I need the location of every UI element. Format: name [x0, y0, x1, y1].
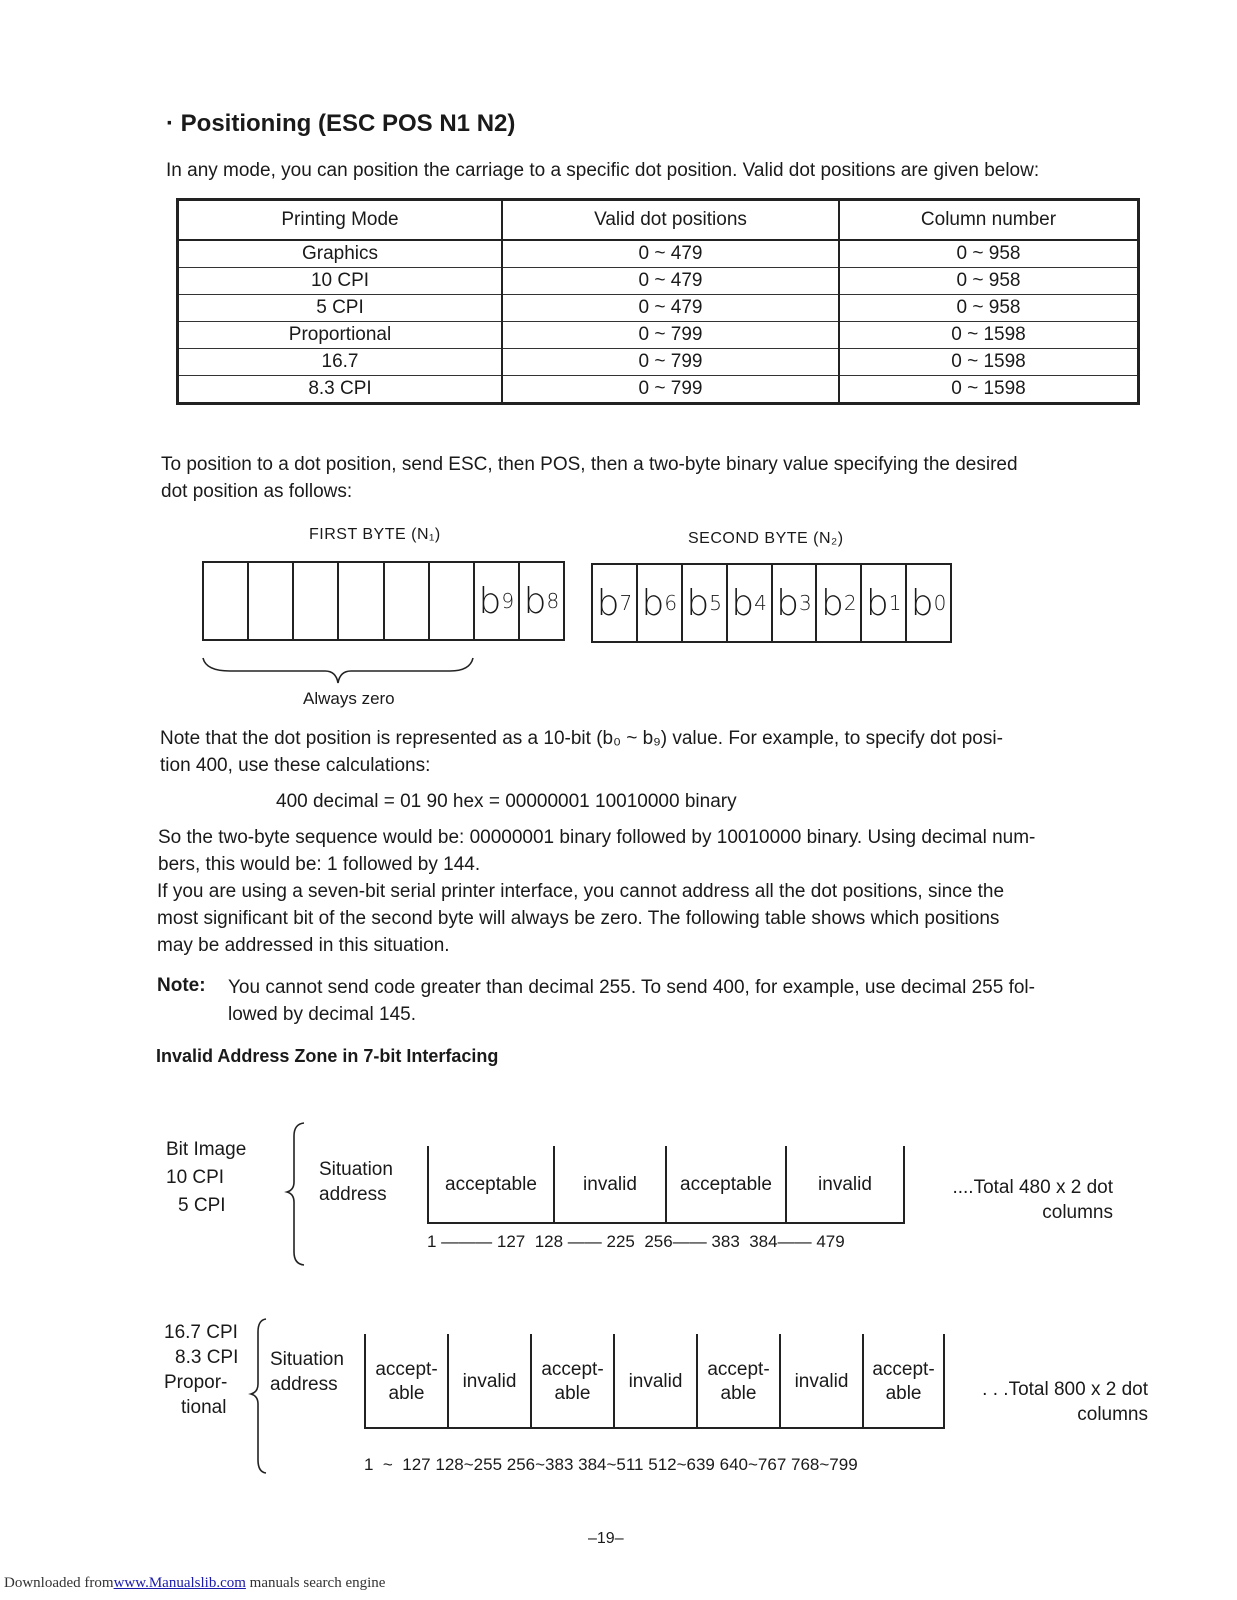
second-byte-label: SECOND BYTE (N₂) [688, 530, 844, 547]
zone1-mode: 10 CPI [166, 1167, 225, 1188]
zone2-total-line2: columns [1077, 1404, 1148, 1425]
zone2-mode: 8.3 CPI [175, 1347, 239, 1368]
always-zero-brace-icon [200, 655, 480, 687]
zone1-total [928, 1175, 1113, 1225]
table-row [178, 349, 1139, 376]
header-column-number: Column number [839, 200, 1139, 241]
zone1-ranges: 1 ——— 127 128 —— 225 256—— 383 384—— 479 [427, 1232, 845, 1251]
footer-prefix: Downloaded from [4, 1575, 114, 1591]
zone1-brace-icon [284, 1120, 308, 1268]
cell-mode: Proportional [178, 322, 503, 349]
zone1-cell-acceptable: acceptable [665, 1146, 785, 1224]
cell-mode: 10 CPI [178, 268, 503, 295]
header-printing-mode: Printing Mode [178, 200, 503, 241]
situation-label: Situation [270, 1349, 344, 1370]
cell-columns: 0 ~ 958 [839, 295, 1139, 322]
zone2-situation [270, 1347, 344, 1397]
cell-text: accept- [707, 1358, 770, 1380]
zone2-modes [164, 1320, 238, 1420]
cell-columns: 0 ~ 1598 [839, 322, 1139, 349]
note-line1: You cannot send code greater than decimal 255. To send 400, for example, use decimal 255 fol- [228, 977, 1035, 998]
always-zero-label: Always zero [303, 689, 395, 708]
bit-cell-b6: b 6 [638, 565, 683, 641]
cell-text: able [554, 1382, 591, 1404]
cell-dots: 0 ~ 479 [502, 295, 839, 322]
zone1-total-line2: columns [1042, 1202, 1113, 1223]
address-label: address [319, 1184, 387, 1205]
bit-subscript: 8 [546, 589, 560, 613]
note-line2: lowed by decimal 145. [228, 1004, 416, 1025]
zone1-cells [427, 1146, 905, 1224]
zone1-total-line1: ....Total 480 x 2 dot [952, 1177, 1113, 1198]
bit-cell-b7: b 7 [593, 565, 638, 641]
cell-text: able [388, 1382, 425, 1404]
bit-cell-b9: b 9 [475, 563, 520, 639]
table-header-row [178, 200, 1139, 241]
zone1-cell-acceptable: acceptable [427, 1146, 553, 1224]
cell-mode: Graphics [178, 240, 503, 268]
bit-cell [204, 563, 249, 639]
zone2-mode: tional [181, 1397, 227, 1418]
zone2-mode: Propor- [164, 1372, 228, 1393]
zone1-baseline [427, 1222, 905, 1224]
para-sequence-line2: bers, this would be: 1 followed by 144. [158, 854, 481, 875]
zone2-baseline [364, 1427, 945, 1429]
cell-mode: 16.7 [178, 349, 503, 376]
page-number: –19– [588, 1530, 624, 1547]
footer-suffix: manuals search engine [249, 1575, 386, 1591]
para-sevenbit-line3: may be addressed in this situation. [157, 935, 450, 956]
zone2-cell-invalid: invalid [447, 1334, 530, 1429]
note-label: Note: [157, 975, 206, 996]
bit-subscript: 0 [933, 591, 947, 615]
bit-subscript: 2 [843, 591, 857, 615]
zone2-cell-acceptable [530, 1334, 613, 1429]
zone2-total-line1: . . .Total 800 x 2 dot [982, 1379, 1148, 1400]
first-byte-label: FIRST BYTE (N₁) [309, 526, 441, 543]
bit-cell-b4: b 4 [728, 565, 773, 641]
table-row [178, 240, 1139, 268]
footer [4, 1575, 385, 1592]
zone1-mode: 5 CPI [178, 1195, 226, 1216]
bit-subscript: 9 [501, 589, 515, 613]
para-send-esc-line2: dot position as follows: [161, 481, 353, 502]
para-10bit-line1: Note that the dot position is represented as a 10-bit (b₀ ~ b₉) value. For example, to specify dot posi- [160, 728, 1003, 749]
table-row [178, 376, 1139, 404]
bit-cell [294, 563, 339, 639]
para-10bit-line2: tion 400, use these calculations: [160, 755, 431, 776]
table-row [178, 322, 1139, 349]
bit-subscript: 4 [754, 591, 767, 615]
cell-dots: 0 ~ 479 [502, 268, 839, 295]
cell-columns: 0 ~ 1598 [839, 349, 1139, 376]
cell-dots: 0 ~ 799 [502, 349, 839, 376]
cell-mode: 5 CPI [178, 295, 503, 322]
cell-text: able [885, 1382, 922, 1404]
second-byte-box [591, 563, 952, 643]
zone-title: Invalid Address Zone in 7-bit Interfacing [156, 1046, 499, 1066]
zone2-cell-acceptable [696, 1334, 779, 1429]
cell-mode: 8.3 CPI [178, 376, 503, 404]
para-sevenbit-line1: If you are using a seven-bit serial printer interface, you cannot address all the dot positions, since the [157, 881, 1005, 902]
cell-columns: 0 ~ 958 [839, 240, 1139, 268]
bit-subscript: 6 [664, 591, 678, 615]
bit-cell-b3: b 3 [773, 565, 818, 641]
cell-columns: 0 ~ 958 [839, 268, 1139, 295]
bit-cell [249, 563, 294, 639]
bit-cell [339, 563, 384, 639]
zone2-cells [364, 1334, 945, 1429]
zone1-cell-invalid: invalid [553, 1146, 665, 1224]
zone2-brace-icon [248, 1316, 270, 1476]
bit-cell-b5: b 5 [683, 565, 728, 641]
calculation-line: 400 decimal = 01 90 hex = 00000001 10010000 binary [276, 791, 737, 812]
intro-text: In any mode, you can position the carriage to a specific dot position. Valid dot positions are given below: [166, 160, 1040, 181]
first-byte-box [202, 561, 565, 641]
page-title: · Positioning (ESC POS N1 N2) [166, 110, 516, 137]
zone2-cell-acceptable [862, 1334, 945, 1429]
footer-link[interactable]: www.Manualslib.com [113, 1575, 246, 1591]
bit-subscript: 3 [799, 591, 812, 615]
cell-text: accept- [375, 1358, 438, 1380]
zone2-cell-invalid: invalid [779, 1334, 862, 1429]
cell-dots: 0 ~ 799 [502, 376, 839, 404]
zone1-mode: Bit Image [166, 1139, 247, 1160]
cell-text: accept- [872, 1358, 935, 1380]
zone1-modes [166, 1136, 246, 1220]
bit-subscript: 5 [709, 591, 722, 615]
header-valid-dot-positions: Valid dot positions [502, 200, 839, 241]
table-row [178, 295, 1139, 322]
cell-columns: 0 ~ 1598 [839, 376, 1139, 404]
zone1-cell-invalid: invalid [785, 1146, 905, 1224]
bit-subscript: 7 [619, 591, 633, 615]
para-sequence-line1: So the two-byte sequence would be: 00000001 binary followed by 10010000 binary. Using decimal num- [158, 827, 1036, 848]
zone1-situation [319, 1157, 393, 1207]
cell-dots: 0 ~ 799 [502, 322, 839, 349]
dot-positions-table [176, 198, 1140, 405]
zone2-cell-acceptable [364, 1334, 447, 1429]
para-send-esc-line1: To position to a dot position, send ESC, then POS, then a two-byte binary value specifying the desired [161, 454, 1018, 475]
bit-cell-b8: b 8 [523, 580, 560, 622]
cell-text: able [720, 1382, 757, 1404]
zone2-ranges: 1 ~ 127 128~255 256~383 384~511 512~639 640~767 768~799 [364, 1455, 858, 1474]
situation-label: Situation [319, 1159, 393, 1180]
bit-cell-b2: b 2 [817, 565, 862, 641]
bit-cell-b0: b 0 [910, 582, 947, 624]
bit-cell [385, 563, 430, 639]
bit-cell [430, 563, 475, 639]
zone2-mode: 16.7 CPI [164, 1322, 238, 1343]
para-sevenbit-line2: most significant bit of the second byte will always be zero. The following table shows which positions [157, 908, 1000, 929]
address-label: address [270, 1374, 338, 1395]
zone2-total [950, 1377, 1148, 1427]
cell-text: accept- [541, 1358, 604, 1380]
zone2-cell-invalid: invalid [613, 1334, 696, 1429]
bit-subscript: 1 [888, 591, 902, 615]
cell-dots: 0 ~ 479 [502, 240, 839, 268]
table-row [178, 268, 1139, 295]
bit-cell-b1: b 1 [862, 565, 907, 641]
